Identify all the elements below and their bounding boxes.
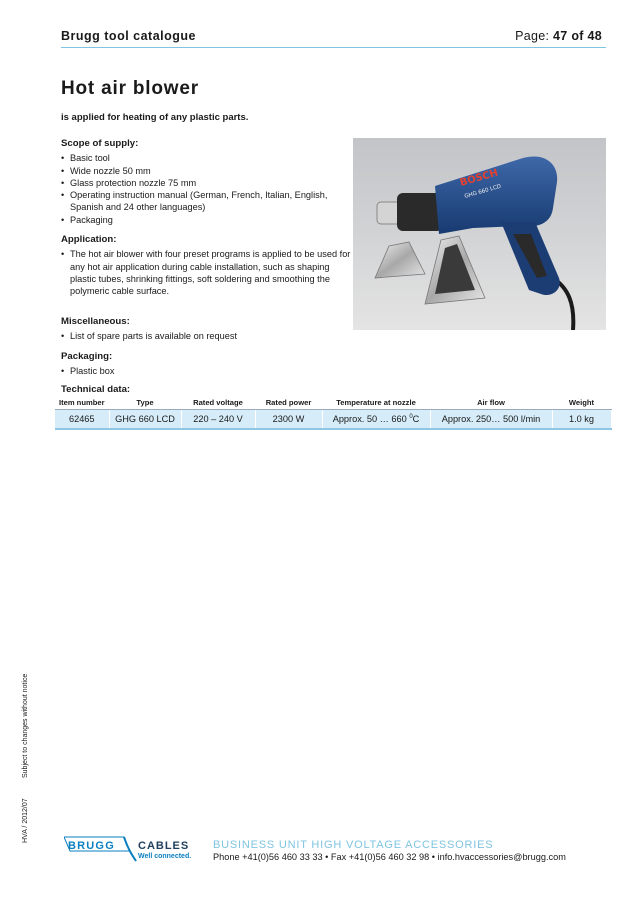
list-item: • Wide nozzle 50 mm — [61, 165, 351, 177]
logo-brugg-text: BRUGG — [68, 840, 115, 852]
logo-cables-text: CABLES — [138, 840, 190, 852]
temperature-value: Approx. 50 … 660 — [332, 414, 407, 425]
scope-list — [61, 152, 351, 226]
wide-nozzle — [375, 242, 425, 278]
logo-tagline: Well connected. — [138, 853, 192, 860]
application-list — [61, 248, 351, 297]
miscellaneous-list — [61, 330, 351, 342]
brugg-cables-logo — [64, 833, 202, 865]
weight-cell: 1.0 kg — [552, 410, 611, 430]
column-header: Air flow — [430, 396, 552, 410]
technical-data-table — [55, 396, 612, 430]
temperature-cell — [322, 410, 430, 430]
header-divider — [61, 47, 606, 48]
air-flow-cell: Approx. 250… 500 l/min — [430, 410, 552, 430]
power-cell: 2300 W — [255, 410, 322, 430]
miscellaneous-heading: Miscellaneous: — [61, 316, 130, 327]
table-header-row — [55, 396, 611, 410]
page-label: Page: — [515, 29, 550, 43]
scope-heading: Scope of supply: — [61, 138, 139, 149]
list-item: • Glass protection nozzle 75 mm — [61, 177, 351, 189]
contact-line: Phone +41(0)56 460 33 33 • Fax +41(0)56 460 32 98 • info.hvaccessories@brugg.com — [213, 852, 566, 862]
catalogue-title: Brugg tool catalogue — [61, 29, 196, 43]
scope-section — [61, 138, 351, 226]
voltage-cell: 220 – 240 V — [181, 410, 255, 430]
page-header — [61, 29, 602, 47]
list-item: • Plastic box — [61, 365, 351, 377]
list-item: • The hot air blower with four preset programs is applied to be used for any hot air application during cable installation, such as shaping plastic tubes, shrinking fittings, soft soldering and smoothing the polymeric cable surface. — [61, 248, 351, 297]
list-item: • Basic tool — [61, 152, 351, 164]
application-section — [61, 234, 351, 297]
document-version: HVA / 2012/07 — [22, 798, 29, 843]
column-header: Rated voltage — [181, 396, 255, 410]
miscellaneous-section — [61, 316, 351, 343]
item-number-cell: 62465 — [55, 410, 109, 430]
business-unit-title: BUSINESS UNIT HIGH VOLTAGE ACCESSORIES — [213, 839, 494, 851]
table-row — [55, 410, 611, 430]
column-header: Weight — [552, 396, 611, 410]
temperature-unit: C — [412, 414, 420, 425]
column-header: Item number — [55, 396, 109, 410]
packaging-list — [61, 365, 351, 377]
model-label: GHG 660 LCD — [463, 183, 502, 200]
technical-heading: Technical data: — [61, 384, 131, 395]
brand-label: BOSCH — [458, 167, 500, 189]
degree-mark: 0 — [409, 413, 413, 420]
heat-gun-illustration — [353, 138, 606, 330]
product-subtitle: is applied for heating of any plastic parts. — [61, 112, 249, 123]
column-header: Type — [109, 396, 181, 410]
page-value: 47 of 48 — [553, 29, 602, 43]
type-cell: GHG 660 LCD — [109, 410, 181, 430]
column-header: Temperature at nozzle — [322, 396, 430, 410]
list-item: • List of spare parts is available on request — [61, 330, 351, 342]
page-number — [515, 29, 602, 43]
packaging-heading: Packaging: — [61, 351, 113, 362]
list-item: • Packaging — [61, 214, 351, 226]
product-photo — [353, 138, 606, 330]
column-header: Rated power — [255, 396, 322, 410]
change-notice: Subject to changes without notice — [22, 673, 29, 778]
list-item: • Operating instruction manual (German, French, Italian, English, Spanish and 24 other languages) — [61, 189, 351, 214]
packaging-section — [61, 351, 351, 378]
product-title: Hot air blower — [61, 78, 199, 99]
application-heading: Application: — [61, 234, 117, 245]
